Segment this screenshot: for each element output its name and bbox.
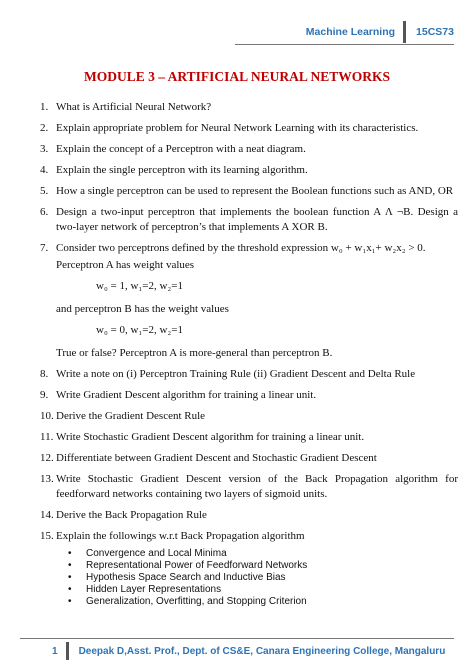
question-4 [40,163,458,178]
question-number: 8. [40,368,49,380]
question-14 [40,508,458,523]
list-item: • Convergence and Local Minima [64,548,458,560]
list-item: • Hypothesis Space Search and Inductive Bias [64,572,458,584]
question-number: 12. [40,452,54,464]
question-text: Write a note on (i) Perceptron Training Rule (ii) Gradient Descent and Delta Rule [56,368,416,380]
question-10 [40,409,458,424]
question-number: 9. [40,389,49,401]
question-11 [40,430,458,445]
header-subject: Machine Learning [305,26,396,38]
question-number: 13. [40,473,54,485]
question-text: Explain appropriate problem for Neural Network Learning with its characteristics. [56,122,419,134]
question-5 [40,184,458,199]
q7-perceptron-a: Perceptron A has weight values [56,259,195,271]
question-number: 10. [40,410,54,422]
question-number: 1. [40,101,49,113]
question-number: 3. [40,143,49,155]
question-text: Write Gradient Descent algorithm for training a linear unit. [56,389,317,401]
question-list [40,100,458,608]
question-number: 11. [40,431,54,443]
footer-rule [20,638,454,639]
header-rule [235,44,454,45]
question-3 [40,142,458,157]
question-15 [40,529,458,544]
question-number: 15. [40,530,54,542]
question-text: Explain the concept of a Perceptron with a neat diagram. [56,143,306,155]
question-text: Differentiate between Gradient Descent and Stochastic Gradient Descent [56,452,377,464]
q15-bullet-list [64,548,458,608]
page-number: 1 [52,645,58,657]
question-text: Explain the single perceptron with its learning algorithm. [56,164,308,176]
header-code: 15CS73 [416,26,454,38]
question-9 [40,388,458,403]
question-6 [40,205,458,235]
page-header [306,22,454,42]
question-text: Consider two perceptrons defined by the threshold expression w₀ + w₁x₁+ w₂x₂ > 0. [56,242,426,254]
question-text: Derive the Gradient Descent Rule [56,410,206,422]
header-separator [403,21,406,43]
question-number: 7. [40,242,49,254]
q7-weights-b: w₀ = 0, w₁=2, w₂=1 [96,324,183,336]
list-item: • Representational Power of Feedforward Networks [64,560,458,572]
question-number: 14. [40,509,54,521]
question-number: 5. [40,185,49,197]
question-2 [40,121,458,136]
question-number: 4. [40,164,49,176]
list-item: • Generalization, Overfitting, and Stopping Criterion [64,596,458,608]
page-footer [52,642,445,660]
q7-weights-a: w₀ = 1, w₁=2, w₂=1 [96,280,183,292]
question-text: Explain the followings w.r.t Back Propagation algorithm [56,530,305,542]
module-title: MODULE 3 – ARTIFICIAL NEURAL NETWORKS [84,69,390,84]
question-text: Design a two-input perceptron that implements the boolean function A Λ ¬B. Design a two-layer network of perceptron’s that implements A XOR B. [56,206,458,233]
question-1 [40,100,458,115]
question-text: How a single perceptron can be used to represent the Boolean functions such as AND, OR [56,185,454,197]
question-8 [40,367,458,382]
question-number: 6. [40,206,49,218]
question-text: What is Artificial Neural Network? [56,101,212,113]
question-text: Write Stochastic Gradient Descent algorithm for training a linear unit. [56,431,365,443]
question-12 [40,451,458,466]
question-13 [40,472,458,502]
footer-author: Deepak D, [78,645,127,657]
footer-affiliation: Asst. Prof., Dept. of CS&E, Canara Engineering College, Mangaluru [126,645,446,657]
q7-true-false: True or false? Perceptron A is more-general than perceptron B. [56,347,333,359]
q7-perceptron-b: and perceptron B has the weight values [56,303,229,315]
question-number: 2. [40,122,49,134]
question-text: Write Stochastic Gradient Descent version of the Back Propagation algorithm for feedforward networks containing two layers of sigmoid units. [56,473,458,500]
list-item: • Hidden Layer Representations [64,584,458,596]
question-7 [40,241,458,256]
footer-separator [66,642,69,660]
question-text: Derive the Back Propagation Rule [56,509,207,521]
